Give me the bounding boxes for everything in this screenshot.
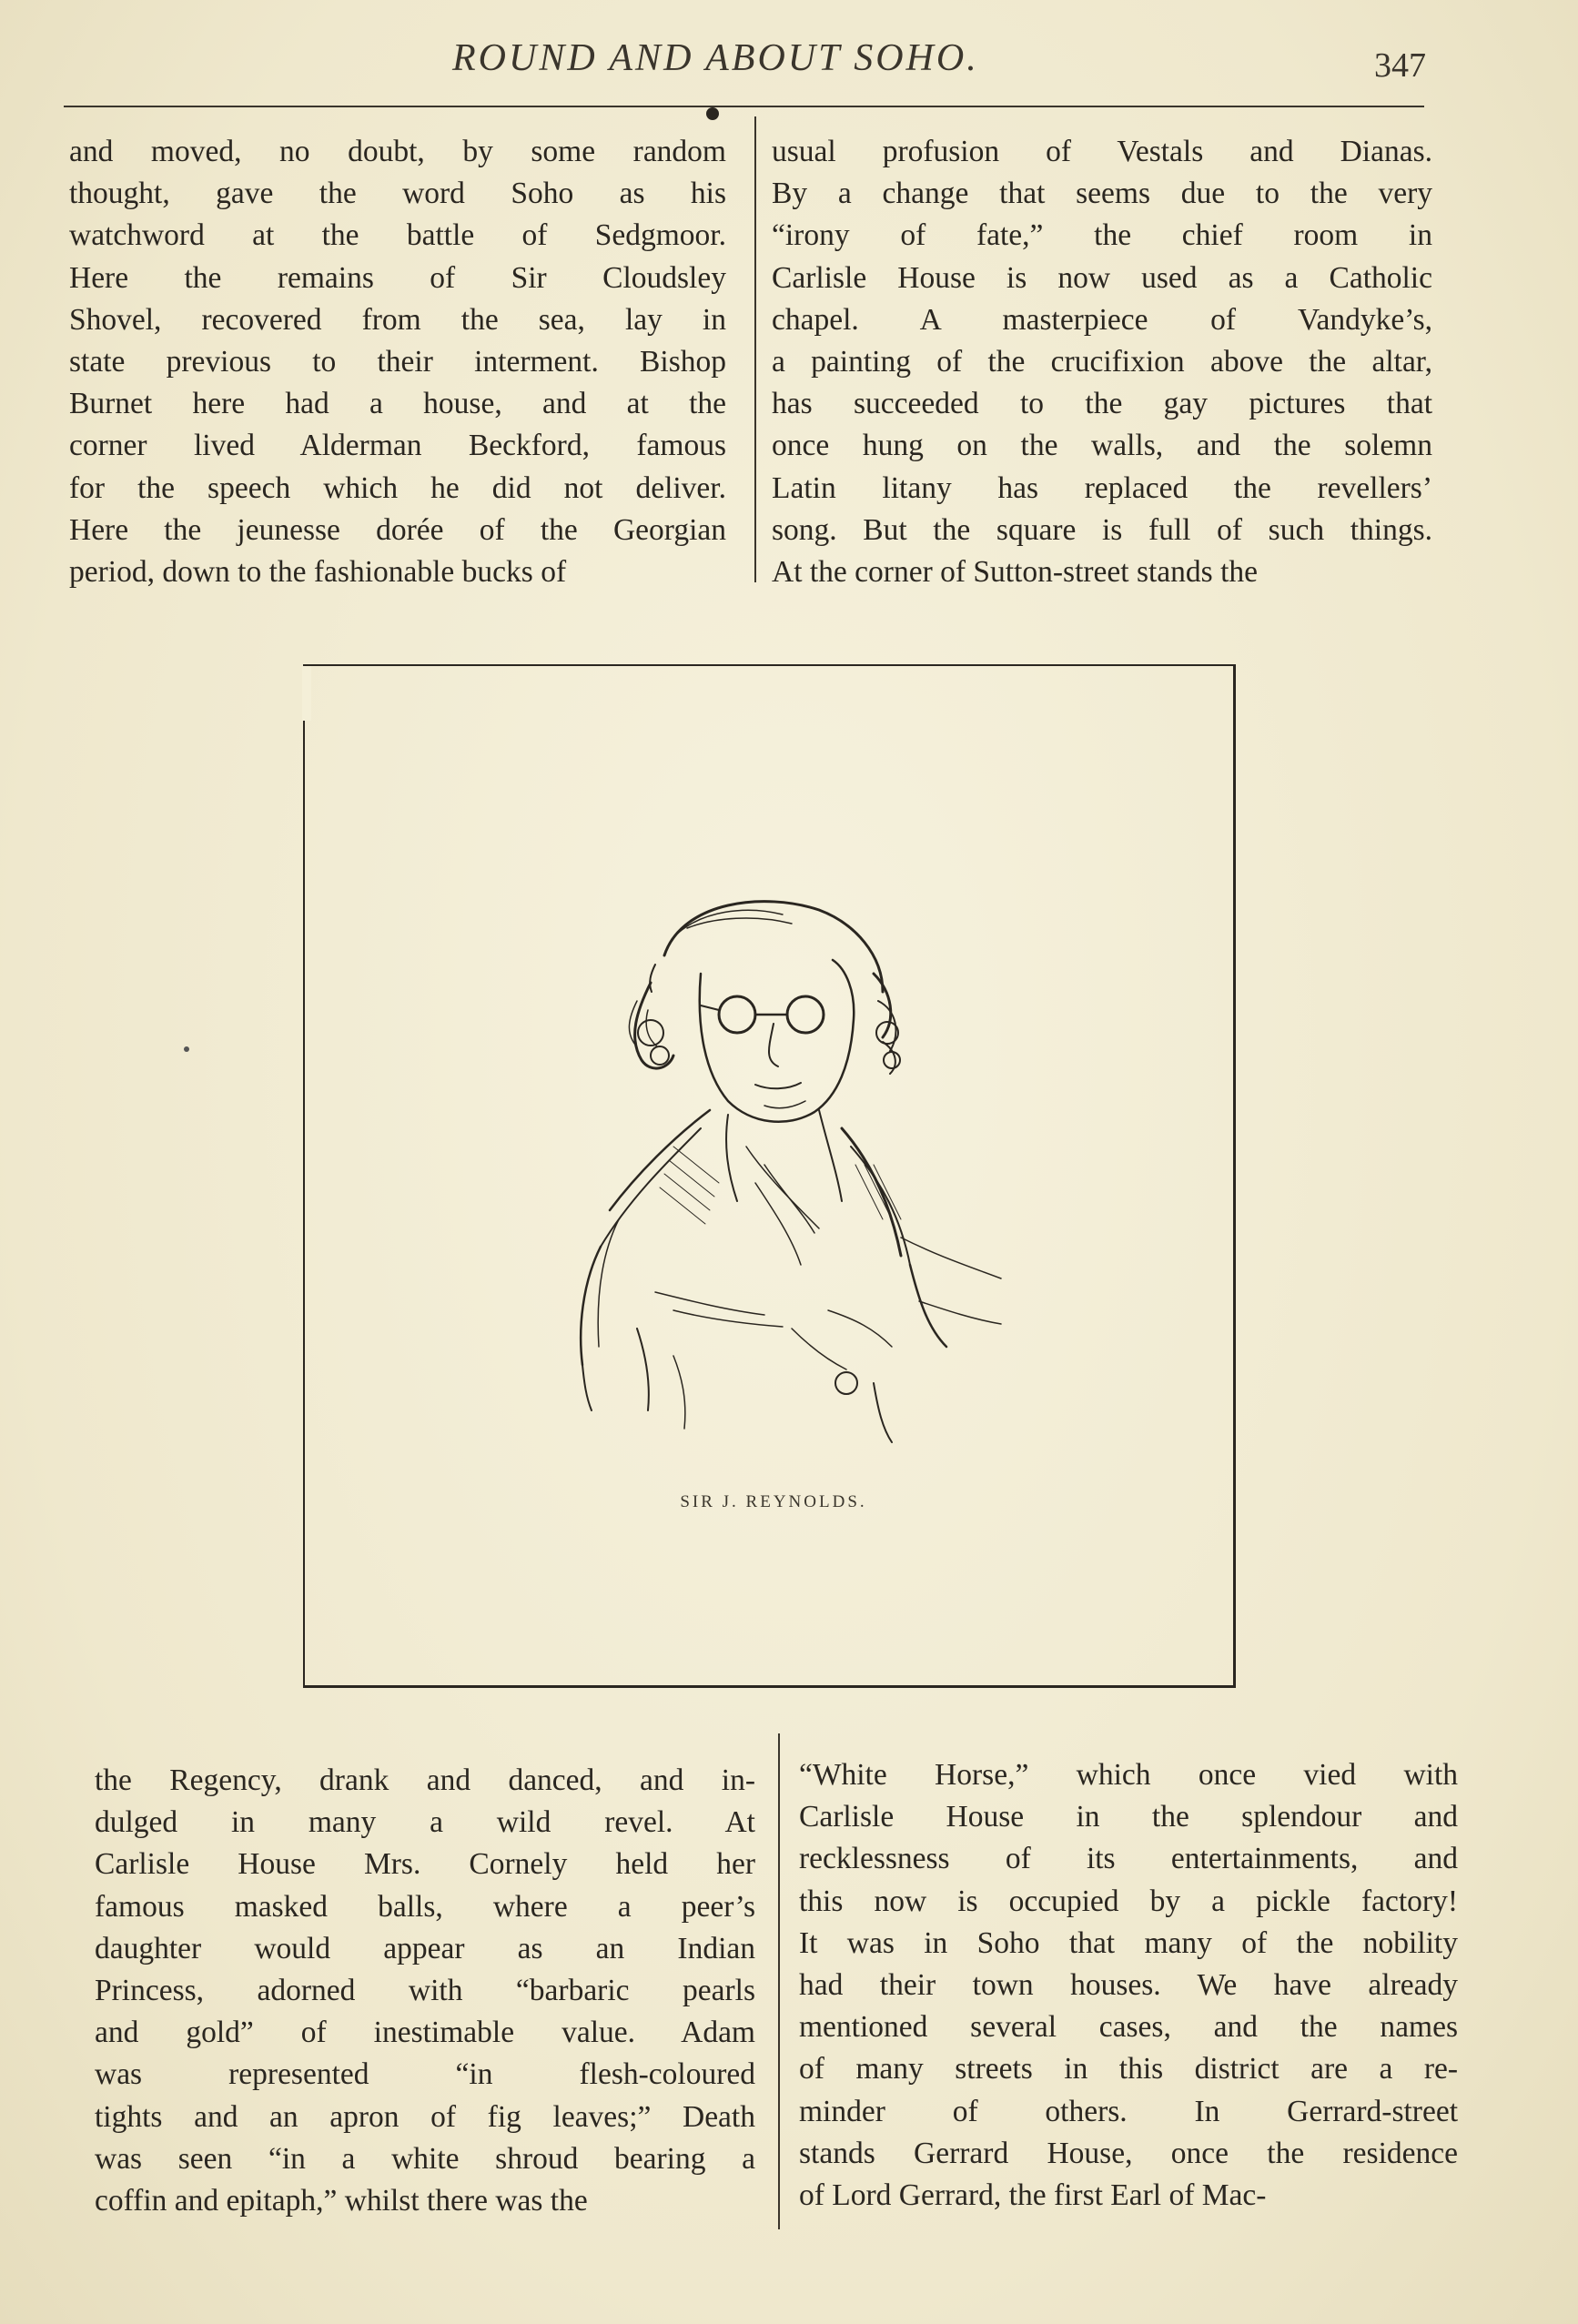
text-line: “irony of fate,” the chief room in: [772, 218, 1432, 253]
header-rule: [64, 106, 1424, 107]
text-column-top-left: [69, 131, 726, 593]
stray-ink-mark: [184, 1046, 189, 1052]
text-line: usual profusion of Vestals and Dianas.: [772, 135, 1432, 168]
text-line: state previous to their interment. Bishop: [69, 344, 726, 379]
text-line: daughter would appear as an Indian: [95, 1931, 755, 1965]
text-line: once hung on the walls, and the solemn: [772, 429, 1432, 463]
running-title: ROUND AND ABOUT SOHO.: [452, 37, 979, 79]
text-line: coffin and epitaph,” whilst there was the: [95, 2183, 588, 2218]
text-line: Carlisle House is now used as a Catholic: [772, 260, 1432, 295]
text-line: thought, gave the word Soho as his: [69, 177, 726, 211]
text-column-top-right: [772, 131, 1432, 593]
text-line: Shovel, recovered from the sea, lay in: [69, 302, 726, 337]
text-line: mentioned several cases, and the names: [799, 2010, 1458, 2045]
text-line: Carlisle House Mrs. Cornely held her: [95, 1847, 755, 1882]
text-line: Here the remains of Sir Cloudsley: [69, 260, 726, 295]
text-line: Latin litany has replaced the revellers’: [772, 470, 1432, 505]
text-line: chapel. A masterpiece of Vandyke’s,: [772, 302, 1432, 337]
text-line: the Regency, drank and danced, and in-: [95, 1763, 755, 1797]
text-line: recklessness of its entertainments, and: [799, 1842, 1458, 1876]
text-line: has succeeded to the gay pictures that: [772, 387, 1432, 421]
text-line: corner lived Alderman Beckford, famous: [69, 429, 726, 463]
text-line: “White Horse,” which once vied with: [799, 1758, 1458, 1792]
column-divider-top: [754, 116, 756, 582]
text-line: this now is occupied by a pickle factory!: [799, 1884, 1458, 1918]
text-line: song. But the square is full of such things.: [772, 512, 1432, 547]
text-line: dulged in many a wild revel. At: [95, 1805, 755, 1840]
text-line: stands Gerrard House, once the residence: [799, 2136, 1458, 2170]
text-line: It was in Soho that many of the nobility: [799, 1925, 1458, 1960]
text-line: for the speech which he did not deliver.: [69, 470, 726, 505]
text-column-bottom-right: [799, 1754, 1458, 2217]
text-line: was seen “in a white shroud bearing a: [95, 2141, 755, 2176]
text-line: Burnet here had a house, and at the: [69, 387, 726, 421]
text-line: famous masked balls, where a peer’s: [95, 1889, 755, 1924]
text-line: By a change that seems due to the very: [772, 177, 1432, 211]
text-line: watchword at the battle of Sedgmoor.: [69, 218, 726, 253]
text-line: and moved, no doubt, by some random: [69, 135, 726, 168]
text-line: was represented “in flesh-coloured: [95, 2057, 755, 2092]
text-line: had their town houses. We have already: [799, 1967, 1458, 2002]
text-line: Here the jeunesse dorée of the Georgian: [69, 512, 726, 547]
ink-dot: [706, 107, 719, 120]
text-column-bottom-left: [95, 1760, 755, 2222]
text-line: Carlisle House in the splendour and: [799, 1800, 1458, 1834]
illustration-caption: SIR J. REYNOLDS.: [680, 1492, 867, 1511]
text-line: minder of others. In Gerrard-street: [799, 2094, 1458, 2128]
text-line: At the corner of Sutton-street stands the: [772, 554, 1259, 589]
text-line: tights and an apron of fig leaves;” Death: [95, 2099, 755, 2134]
text-line: a painting of the crucifixion above the altar,: [772, 344, 1432, 379]
text-line: period, down to the fashionable bucks of: [69, 554, 567, 589]
portrait-engraving: [491, 874, 1037, 1456]
page-number: 347: [1374, 46, 1426, 85]
text-line: of many streets in this district are a re-: [799, 2052, 1458, 2087]
column-divider-bottom: [778, 1733, 780, 2229]
text-line: Princess, adorned with “barbaric pearls: [95, 1973, 755, 2007]
text-line: of Lord Gerrard, the first Earl of Mac-: [799, 2177, 1267, 2212]
text-line: and gold” of inestimable value. Adam: [95, 2016, 755, 2050]
